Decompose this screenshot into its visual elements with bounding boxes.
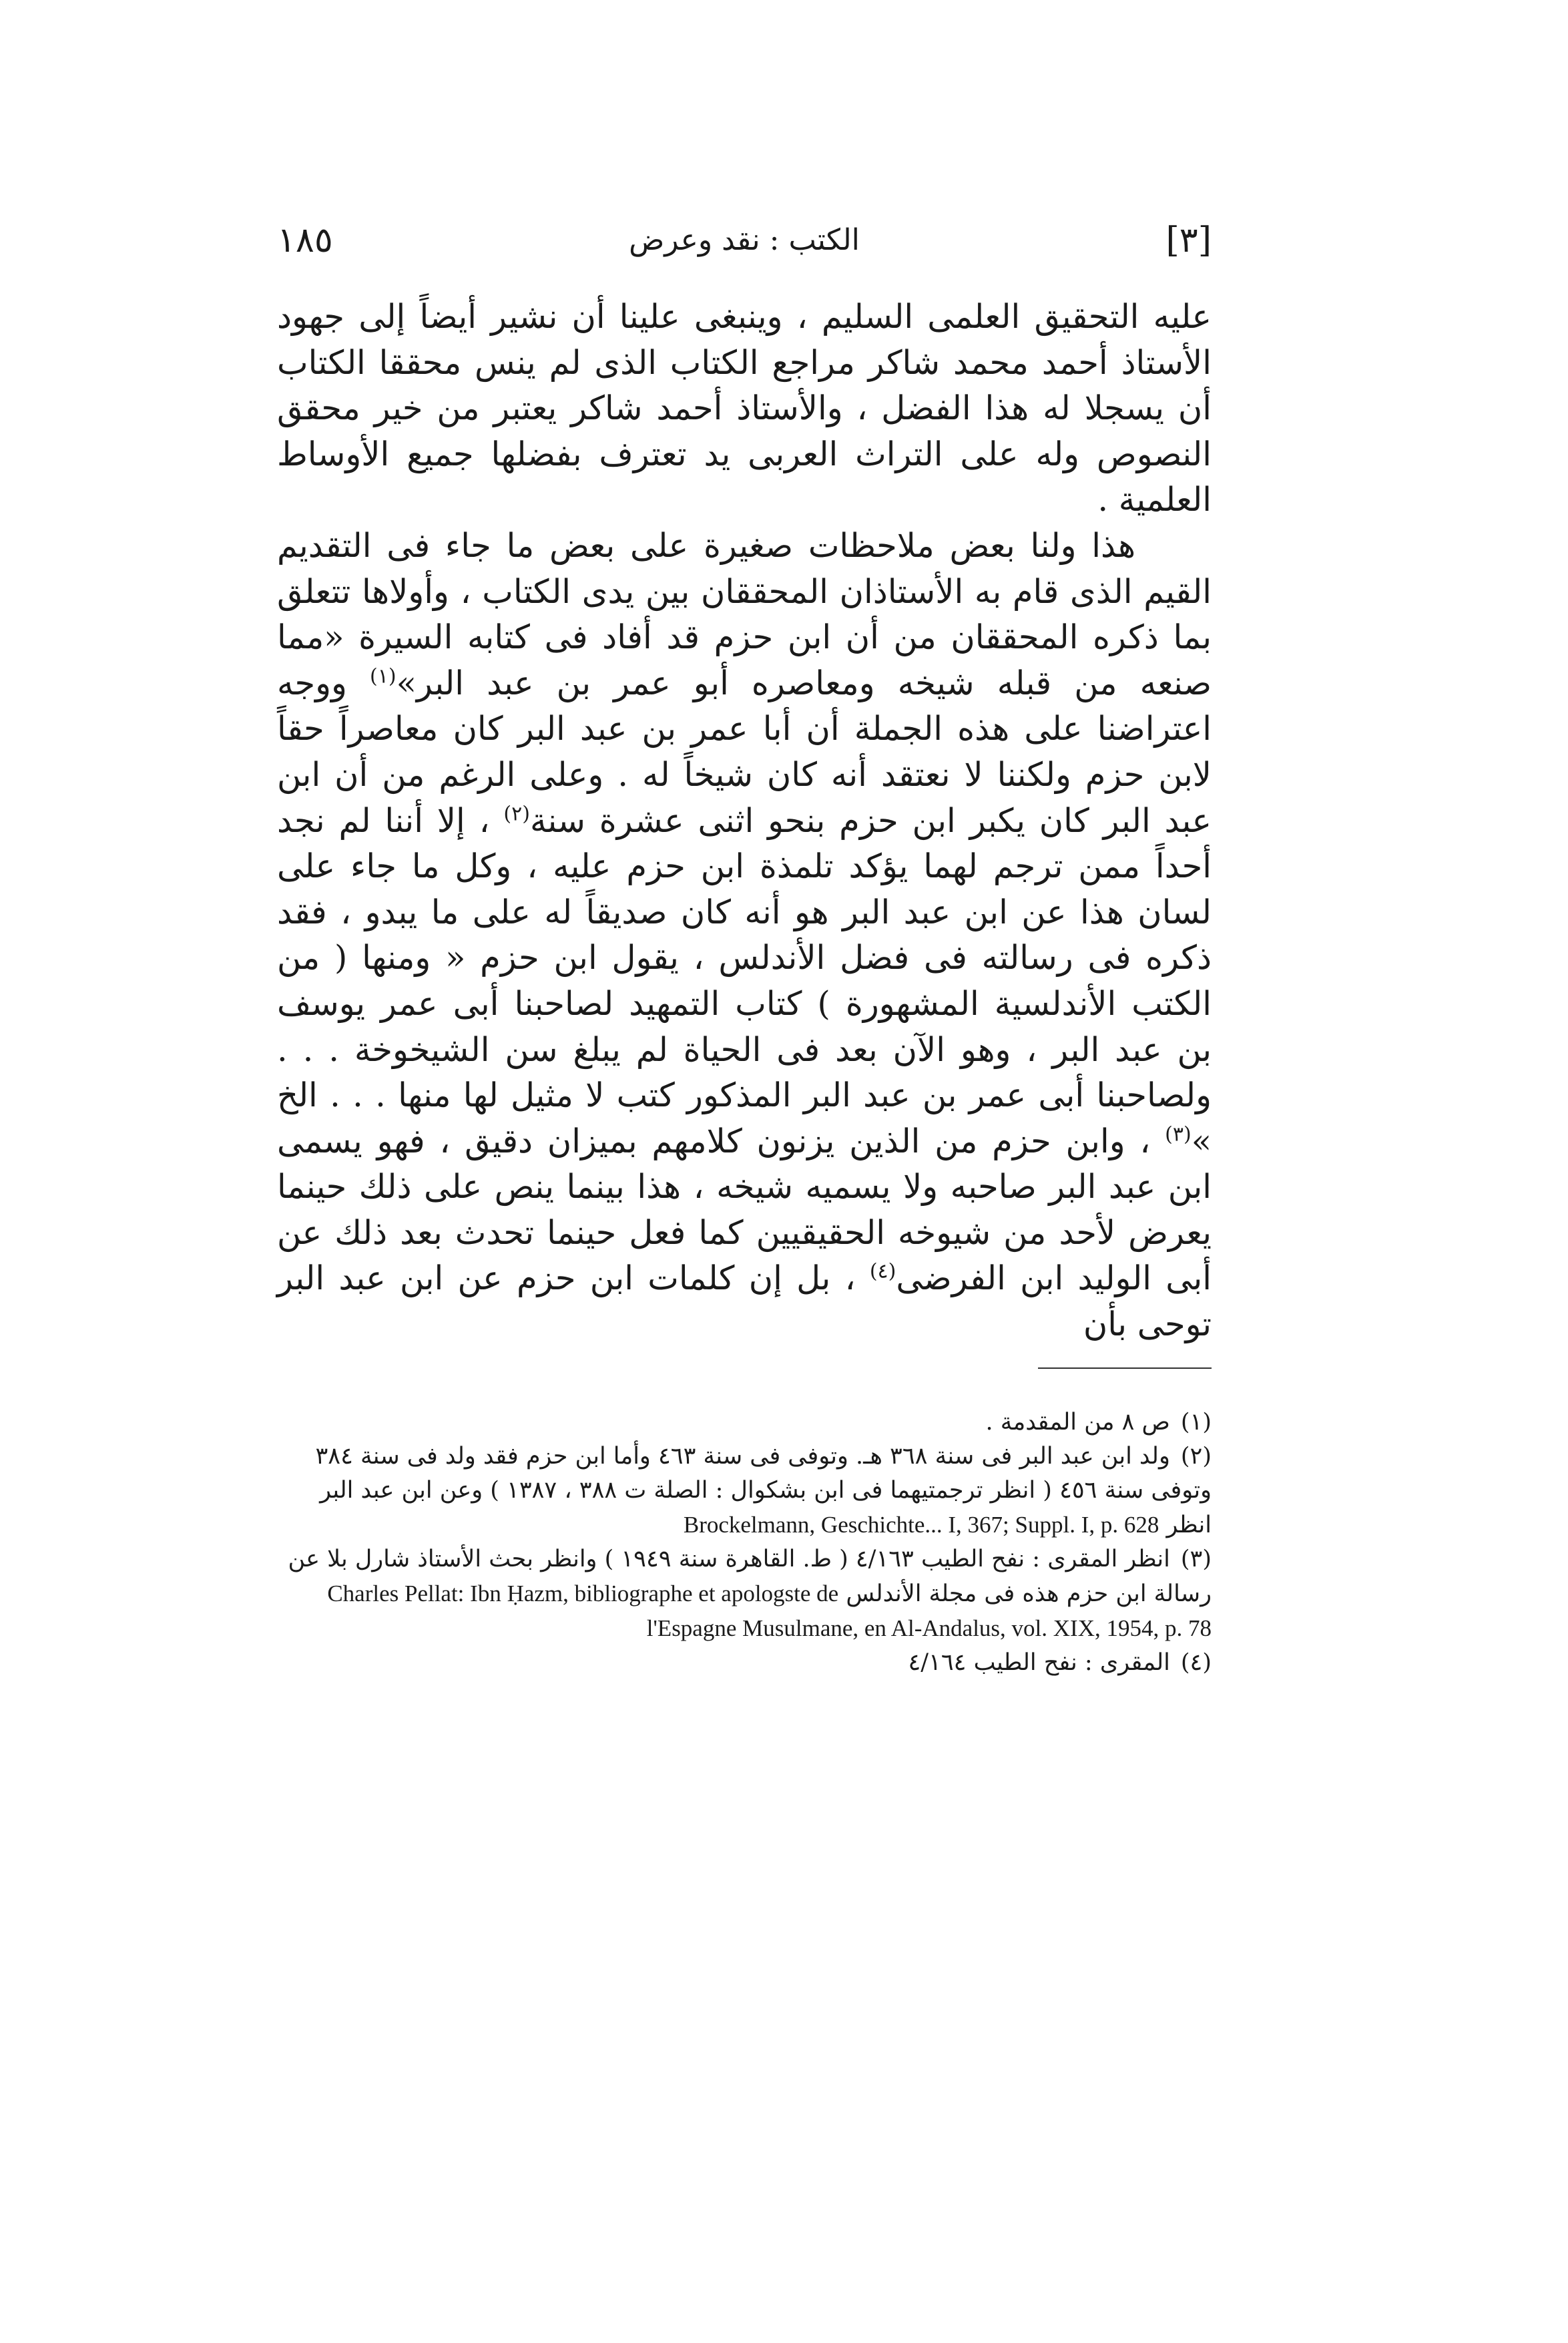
running-title: الكتب : نقد وعرض	[629, 223, 860, 257]
footnote-reference[interactable]: (٤)	[869, 1259, 896, 1283]
footnote-number: (٤)	[1180, 1649, 1212, 1676]
footnote-text: انظر المقرى : نفح الطيب ٤/١٦٣ ( ط. القاهرة سنة ١٩٤٩ ) وانظر بحث الأستاذ شارل بلا عن رسالة ابن حزم هذه فى مجلة الأندلس	[288, 1546, 1212, 1607]
text-run: ووجه اعتراضنا على هذه الجملة أن أبا عمر بن عبد البر كان معاصراً حقاً لابن حزم ولكننا لا نعتقد أنه كان شيخاً له . وعلى الرغم من أن ابن عبد البر كان يكبر ابن حزم بنحو اثنى عشرة سنة	[277, 663, 1212, 840]
footnote-latin-citation: Charles Pellat: Ibn Ḥazm, bibliographe et apologste de l'Espagne Musulmane, en Al-Andalus, vol. XIX, 1954, p. 78	[327, 1580, 1212, 1641]
footnote-reference[interactable]: (١)	[370, 664, 397, 688]
footnote-number: (٣)	[1180, 1546, 1212, 1572]
main-text	[277, 294, 1212, 1347]
footnote-latin-citation: Brockelmann, Geschichte... I, 367; Suppl. I, p. 628	[683, 1512, 1159, 1538]
footnote-text: ص ٨ من المقدمة .	[985, 1409, 1170, 1436]
footnote	[277, 1406, 1212, 1440]
text-run: ، إلا أننا لم نجد أحداً ممن ترجم لهما يؤكد تلمذة ابن حزم عليه ، وكل ما جاء على لسان هذا عن ابن عبد البر هو أنه كان صديقاً له على ما يبدو ، فقد ذكره فى رسالته فى فضل الأندلس ، يقول ابن حزم « ومنها ( من الكتب الأندلسية المشهورة ) كتاب التمهيد لصاحبنا أبى عمر يوسف بن عبد البر ، وهو الآن بعد فى الحياة لم يبلغ سن الشيخوخة . . . ولصاحبنا أبى عمر بن عبد البر المذكور كتب لا مثيل لها منها . . . الخ »	[277, 801, 1212, 1160]
text-run: ، وابن حزم من الذين يزنون كلامهم بميزان دقيق ، فهو يسمى ابن عبد البر صاحبه ولا يسميه شيخه ، هذا بينما ينص على ذلك حينما يعرض لأحد من شيوخه الحقيقيين كما فعل حينما تحدث بعد ذلك عن أبى الوليد ابن الفرضى	[277, 1121, 1212, 1298]
footnote-number: (٢)	[1180, 1443, 1212, 1470]
footnote-reference[interactable]: (٢)	[503, 802, 530, 826]
footnote	[277, 1646, 1212, 1680]
page-number: ١٨٥	[277, 220, 333, 260]
footnotes	[277, 1406, 1212, 1680]
section-reference: [٣]	[1165, 220, 1212, 260]
text-run: ، بل إن كلمات ابن حزم عن ابن عبد البر توحى بأن	[277, 1259, 1212, 1344]
footnote-text: المقرى : نفح الطيب ٤/١٦٤	[908, 1649, 1170, 1676]
footnote	[277, 1440, 1212, 1542]
paragraph	[277, 523, 1212, 1347]
footnote-text: ولد ابن عبد البر فى سنة ٣٦٨ هـ. وتوفى فى سنة ٤٦٣ وأما ابن حزم فقد ولد فى سنة ٣٨٤ وتوفى سنة ٤٥٦ ( انظر ترجمتيهما فى ابن بشكوال : الصلة ت ٣٨٨ ، ١٣٨٧ ) وعن ابن عبد البر انظر	[315, 1443, 1212, 1538]
page-header	[277, 220, 1212, 274]
footnote-reference[interactable]: (٣)	[1165, 1122, 1192, 1146]
footnote	[277, 1542, 1212, 1646]
paragraph: عليه التحقيق العلمى السليم ، وينبغى علينا أن نشير أيضاً إلى جهود الأستاذ أحمد محمد شاكر مراجع الكتاب الذى لم ينس محققا الكتاب أن يسجلا له هذا الفضل ، والأستاذ أحمد شاكر يعتبر من خير محقق النصوص وله على التراث العربى يد تعترف بفضلها جميع الأوساط العلمية .	[277, 297, 1212, 519]
footnote-number: (١)	[1180, 1409, 1212, 1436]
text-run: هذا ولنا بعض ملاحظات صغيرة على بعض ما جاء فى التقديم القيم الذى قام به الأستاذان المحققان بين يدى الكتاب ، وأولاها تتعلق بما ذكره المحققان من أن ابن حزم قد أفاد فى كتابه السيرة «مما صنعه من قبله شيخه ومعاصره أبو عمر بن عبد البر»	[277, 525, 1212, 702]
footnote-divider	[1038, 1367, 1212, 1369]
